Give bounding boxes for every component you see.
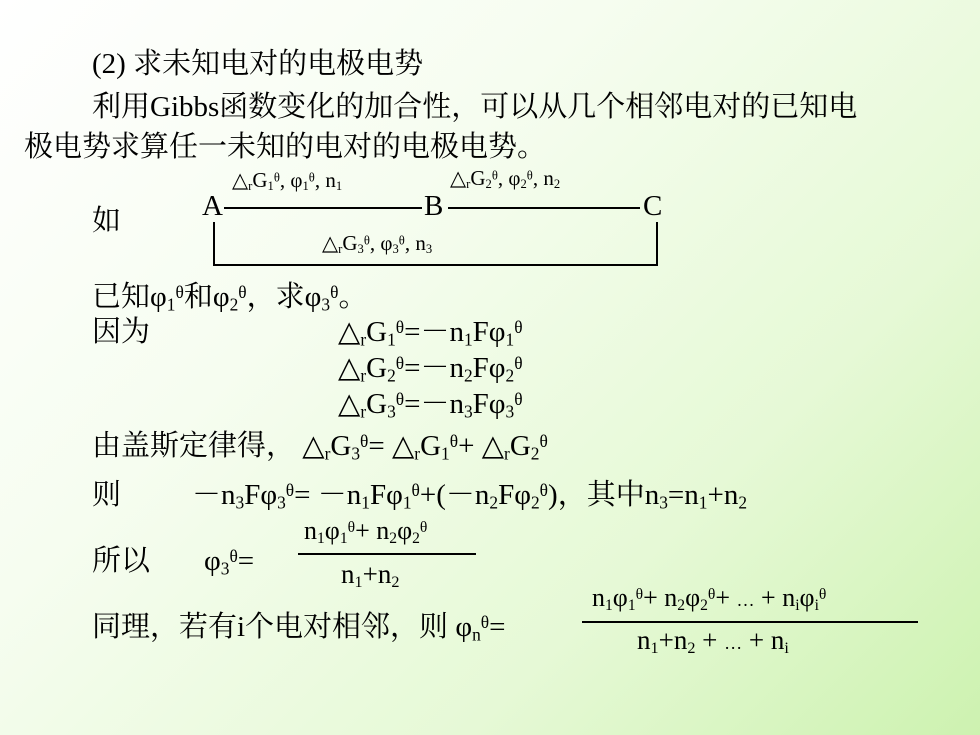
bracket-left [213,222,215,265]
node-a: A [202,190,223,222]
phi3-lhs: $\varphi_3^\theta=$ [204,545,255,579]
example-label: 如 [92,205,122,237]
bracket-right [656,222,658,265]
bracket-bottom [213,264,658,266]
step2-label: $\triangle_rG_2^\theta$, $\varphi_2^\theta$, $n_2$ [450,166,561,192]
then-equation: $-n_3F\varphi_3^\theta= -n_1F\varphi_1^\theta+(-n_2F\varphi_2^\theta)$，其中$n_3=n_1+n_2$ [192,479,748,513]
general-label: 同理，若有i个电对相邻，则 $\varphi_n^\theta=$ [92,611,506,645]
step1-line [224,207,422,209]
section-heading: (2) 求未知电对的电极电势 [92,48,424,80]
because-label: 因为 [92,316,151,348]
equation-2: $\triangle_rG_2^\theta=-n_2F\varphi_2^\theta$ [338,352,523,386]
phin-denominator: $n_1+n_2$ + … + $n_i$ [637,625,789,658]
hess-law-line: 由盖斯定律得， $\triangle_rG_3^\theta=$ $\triangle_rG_1^\theta+$ $\triangle_rG_2^\theta$ [92,430,548,464]
phin-numerator: $n_1\varphi_1^\theta+ n_2\varphi_2^\theta+$ … + $n_i\varphi_i^\theta$ [592,583,827,614]
so-label: 所以 [92,545,151,577]
intro-line-2: 极电势求算任一未知的电对的电极电势。 [24,131,547,163]
node-c: C [643,190,663,222]
known-line: 已知$\varphi_1^\theta$和$\varphi_2^\theta$，求$\varphi_3^\theta$。 [92,281,368,315]
equation-3: $\triangle_rG_3^\theta=-n_3F\varphi_3^\theta$ [338,388,523,422]
equation-1: $\triangle_rG_1^\theta=-n_1F\varphi_1^\theta$ [338,316,523,350]
phi3-fraction-bar [298,553,476,555]
phi3-numerator: $n_1\varphi_1^\theta+ n_2\varphi_2^\theta$ [304,516,428,547]
step3-label: $\triangle_rG_3^\theta$, $\varphi_3^\theta$, $n_3$ [322,231,433,257]
step1-label: $\triangle_rG_1^\theta$, $\varphi_1^\theta$, $n_1$ [232,168,343,194]
node-b: B [424,190,444,222]
intro-line-1: 利用Gibbs函数变化的加合性，可以从几个相邻电对的已知电 [92,91,858,123]
step2-line [448,207,640,209]
then-label: 则 [92,479,122,511]
phin-fraction-bar [582,621,918,623]
phi3-denominator: $n_1+n_2$ [341,559,400,592]
